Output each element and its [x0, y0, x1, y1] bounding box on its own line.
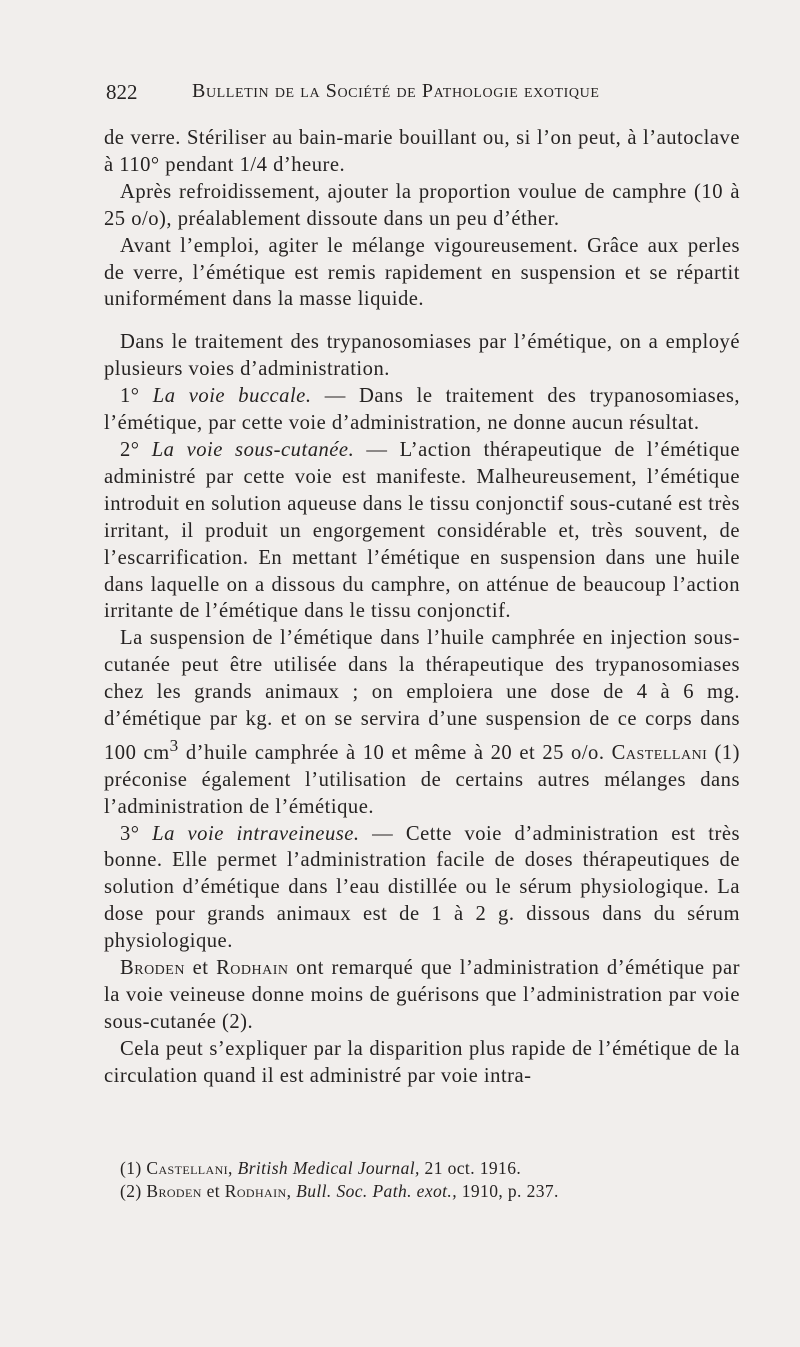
- paragraph-oral-route: [104, 383, 740, 437]
- footnote-mark: (2): [120, 1181, 147, 1201]
- author-name: Broden: [146, 1181, 202, 1201]
- route-title: La voie intraveineuse.: [152, 822, 360, 845]
- paragraph-usage: Avant l’emploi, agiter le mélange vigoureusement. Grâce aux perles de verre, l’émétique est remis rapidement en suspension et se répartit uniformément dans la masse liquide.: [104, 234, 740, 311]
- paragraph-text: (1) préconise également l’utilisation de certains autres mélanges dans l’administration de l’émétique.: [104, 741, 740, 818]
- route-title: La voie sous-cutanée.: [151, 438, 355, 461]
- page-number: 822: [106, 80, 138, 104]
- body-text: [104, 125, 740, 1090]
- citation-details: 21 oct. 1916.: [419, 1158, 522, 1178]
- route-text: — L’action thérapeutique de l’émétique administré par cette voie est manifeste. Malheureusement, l’émétique introduit en solution aqueuse dans le tissu conjonctif sous-cutané est très irritant, il produit un engorgement considérable et, très souvent, de l’escarrification. En mettant l’émétique en suspension dans une huile dans laquelle on a dissous du camphre, on atténue de beaucoup l’action irritante de l’émétique dans le tissu conjonctif.: [104, 438, 740, 623]
- running-title: Bulletin de la Société de Pathologie exotique: [192, 80, 600, 102]
- paragraph-continued: de verre. Stériliser au bain-marie bouillant ou, si l’on peut, à l’autoclave à 110° pendant 1/4 d’heure.: [104, 127, 740, 176]
- paragraph-explanation: Cela peut s’expliquer par la disparition plus rapide de l’émétique de la circulation quand il est administré par voie intra-: [104, 1037, 740, 1087]
- footnotes: [104, 1157, 740, 1203]
- author-name: Rodhain: [216, 957, 289, 980]
- paragraph-camphor-oil: [104, 625, 740, 820]
- route-number: 2°: [120, 438, 140, 461]
- author-name: Broden: [120, 957, 185, 980]
- paragraph-text: d’huile camphrée à 10 et même à 20 et 25 o/o.: [178, 741, 612, 764]
- footnote-1: [104, 1157, 740, 1180]
- superscript: 3: [169, 735, 179, 755]
- route-text: — Dans le traitement des trypanosomiases, l’émétique, par cette voie d’administration, ne donne aucun résultat.: [104, 385, 740, 435]
- citation-details: 1910, p. 237.: [456, 1181, 559, 1201]
- paragraph-routes-intro: Dans le traitement des trypanosomiases par l’émétique, on a employé plusieurs voies d’administration.: [104, 331, 740, 381]
- paragraph-broden-rodhain: [104, 955, 740, 1036]
- paragraph-cooling: Après refroidissement, ajouter la proportion voulue de camphre (10 à 25 o/o), préalablement dissoute dans un peu d’éther.: [104, 180, 740, 230]
- journal-title: British Medical Journal,: [232, 1158, 420, 1178]
- page-header: [106, 80, 746, 108]
- route-title: La voie buccale.: [152, 385, 312, 408]
- conjunction: et: [184, 957, 217, 980]
- author-name: Castellani,: [146, 1158, 233, 1178]
- paragraph-text: La suspension de l’émétique dans l’huile camphrée en injection sous-cutanée peut être utilisée dans la thérapeutique des trypanosomiases chez les grands animaux ; on emploiera une dose de 4 à 6 mg. d’émétique par kg. et on se servira d’une suspension de ce corps dans 100 cm: [104, 627, 740, 764]
- route-number: 3°: [120, 822, 140, 845]
- route-text: — Cette voie d’administration est très bonne. Elle permet l’administration facile de doses thérapeutiques de solution d’émétique dans l’eau distillée ou le sérum physiologique. La dose pour grands animaux est de 1 à 2 g. dissous dans du sérum physiologique.: [104, 822, 740, 953]
- paragraph-subcutaneous-route: [104, 437, 740, 625]
- footnote-2: [104, 1180, 740, 1203]
- paragraph-intravenous-route: [104, 821, 740, 956]
- paragraph-text: ont remarqué que l’administration d’émétique par la voie veineuse donne moins de guérisons que l’administration par voie sous-cutanée (2).: [104, 957, 740, 1033]
- author-name: Castellani: [611, 741, 708, 764]
- conjunction: et: [201, 1181, 225, 1201]
- route-number: 1°: [120, 385, 140, 408]
- author-name: Rodhain,: [224, 1181, 292, 1201]
- journal-title: Bull. Soc. Path. exot.,: [291, 1181, 457, 1201]
- footnote-mark: (1): [120, 1158, 147, 1178]
